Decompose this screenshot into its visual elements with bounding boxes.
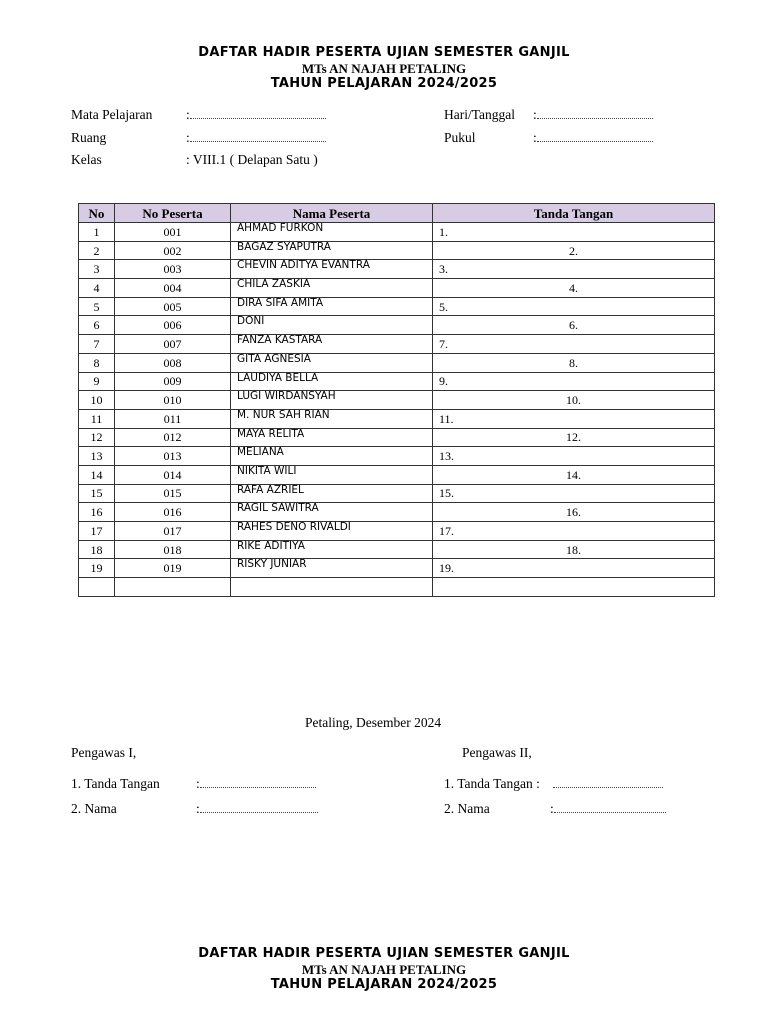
- row-nama-peserta: AHMAD FURKON: [231, 223, 433, 242]
- document-title: DAFTAR HADIR PESERTA UJIAN SEMESTER GANJIL: [198, 45, 570, 60]
- row-no: 6: [79, 316, 115, 335]
- table-row: [79, 578, 715, 597]
- row-no: 19: [79, 559, 115, 578]
- table-row: [79, 559, 715, 578]
- row-no-peserta: 015: [115, 484, 231, 503]
- row-no: 14: [79, 465, 115, 484]
- table-row: [79, 353, 715, 372]
- row-no: 13: [79, 447, 115, 466]
- row-nama-peserta: LAUDIYA BELLA: [231, 372, 433, 391]
- document-title-repeat: DAFTAR HADIR PESERTA UJIAN SEMESTER GANJIL: [198, 946, 570, 961]
- row-no-peserta: 009: [115, 372, 231, 391]
- table-row: [79, 316, 715, 335]
- row-no: 18: [79, 540, 115, 559]
- table-row: [79, 409, 715, 428]
- row-no-peserta: 005: [115, 297, 231, 316]
- row-tanda-tangan[interactable]: 10.: [433, 391, 715, 410]
- table-row: [79, 260, 715, 279]
- row-nama-peserta: MAYA RELITA: [231, 428, 433, 447]
- ruang-label: Ruang: [71, 130, 107, 145]
- table-row: [79, 335, 715, 354]
- kelas-value: : VIII.1 ( Delapan Satu ): [186, 152, 318, 167]
- row-tanda-tangan[interactable]: 19.: [433, 559, 715, 578]
- row-nama-peserta: RAGIL SAWITRA: [231, 503, 433, 522]
- table-row: [79, 372, 715, 391]
- row-no: 4: [79, 279, 115, 298]
- school-name: MTs AN NAJAH PETALING: [301, 61, 467, 76]
- row-no: 2: [79, 241, 115, 260]
- row-no-peserta: 002: [115, 241, 231, 260]
- pengawas-2-nama-field: :: [550, 802, 666, 816]
- row-tanda-tangan[interactable]: 18.: [433, 540, 715, 559]
- row-nama-peserta: CHEVIN ADITYA EVANTRA: [231, 260, 433, 279]
- row-nama-peserta: RAFA AZRIEL: [231, 484, 433, 503]
- school-name-repeat: MTs AN NAJAH PETALING: [301, 962, 467, 977]
- table-row: [79, 522, 715, 541]
- row-no-peserta: 008: [115, 353, 231, 372]
- row-nama-peserta: FANZA KASTARA: [231, 335, 433, 354]
- academic-year: TAHUN PELAJARAN 2024/2025: [270, 76, 498, 91]
- row-tanda-tangan[interactable]: 4.: [433, 279, 715, 298]
- pengawas-1-label: Pengawas I,: [71, 745, 137, 760]
- pengawas-1-tanda-tangan-label: 1. Tanda Tangan: [71, 776, 160, 791]
- row-no: 8: [79, 353, 115, 372]
- ruang-field: :: [186, 131, 326, 145]
- row-no: 7: [79, 335, 115, 354]
- row-no: 11: [79, 409, 115, 428]
- table-row: [79, 391, 715, 410]
- row-tanda-tangan[interactable]: 6.: [433, 316, 715, 335]
- row-tanda-tangan[interactable]: 9.: [433, 372, 715, 391]
- row-nama-peserta: NIKITA WILI: [231, 465, 433, 484]
- row-no: 16: [79, 503, 115, 522]
- table-row: [79, 241, 715, 260]
- pengawas-2-tanda-tangan-field: [553, 777, 663, 791]
- kelas-label: Kelas: [71, 152, 102, 167]
- mata-pelajaran-label: Mata Pelajaran: [71, 107, 153, 122]
- row-tanda-tangan[interactable]: 13.: [433, 447, 715, 466]
- row-tanda-tangan[interactable]: 14.: [433, 465, 715, 484]
- table-row: [79, 297, 715, 316]
- row-tanda-tangan[interactable]: 12.: [433, 428, 715, 447]
- table-row: [79, 484, 715, 503]
- col-header-nama-peserta: Nama Peserta: [231, 204, 433, 223]
- row-tanda-tangan[interactable]: 3.: [433, 260, 715, 279]
- row-nama-peserta: DONI: [231, 316, 433, 335]
- row-tanda-tangan[interactable]: 1.: [433, 223, 715, 242]
- table-row: [79, 540, 715, 559]
- row-no-peserta: 004: [115, 279, 231, 298]
- row-tanda-tangan[interactable]: 2.: [433, 241, 715, 260]
- table-row: [79, 428, 715, 447]
- table-row: [79, 465, 715, 484]
- row-tanda-tangan[interactable]: 15.: [433, 484, 715, 503]
- col-header-tanda-tangan: Tanda Tangan: [433, 204, 715, 223]
- attendance-table: [78, 203, 715, 597]
- row-tanda-tangan[interactable]: 8.: [433, 353, 715, 372]
- pengawas-2-nama-label: 2. Nama: [444, 801, 490, 816]
- pengawas-1-nama-label: 2. Nama: [71, 801, 117, 816]
- row-no-peserta: 011: [115, 409, 231, 428]
- row-no-peserta: 013: [115, 447, 231, 466]
- table-row: [79, 447, 715, 466]
- row-no: 12: [79, 428, 115, 447]
- place-date: Petaling, Desember 2024: [305, 715, 442, 730]
- col-header-no-peserta: No Peserta: [115, 204, 231, 223]
- row-tanda-tangan[interactable]: 17.: [433, 522, 715, 541]
- pengawas-2-label: Pengawas II,: [462, 745, 532, 760]
- row-no: [79, 578, 115, 597]
- row-no: 9: [79, 372, 115, 391]
- row-no-peserta: 014: [115, 465, 231, 484]
- table-row: [79, 503, 715, 522]
- row-nama-peserta: RIKE ADITIYA: [231, 540, 433, 559]
- row-no-peserta: 001: [115, 223, 231, 242]
- row-no: 5: [79, 297, 115, 316]
- row-no: 15: [79, 484, 115, 503]
- table-header-row: [79, 204, 715, 223]
- row-nama-peserta: LUGI WIRDANSYAH: [231, 391, 433, 410]
- row-nama-peserta: DIRA SIFA AMITA: [231, 297, 433, 316]
- row-no-peserta: [115, 578, 231, 597]
- row-tanda-tangan[interactable]: 5.: [433, 297, 715, 316]
- row-nama-peserta: BAGAZ SYAPUTRA: [231, 241, 433, 260]
- pukul-label: Pukul: [444, 130, 476, 145]
- pengawas-1-nama-field: :: [196, 802, 318, 816]
- table-row: [79, 223, 715, 242]
- pukul-field: :: [533, 131, 653, 145]
- hari-tanggal-label: Hari/Tanggal: [444, 107, 516, 122]
- row-no-peserta: 017: [115, 522, 231, 541]
- pengawas-2-tanda-tangan-label: 1. Tanda Tangan :: [444, 776, 540, 791]
- row-no-peserta: 007: [115, 335, 231, 354]
- mata-pelajaran-field: :: [186, 108, 326, 122]
- row-nama-peserta: RISKY JUNIAR: [231, 559, 433, 578]
- row-no-peserta: 016: [115, 503, 231, 522]
- row-tanda-tangan[interactable]: 7.: [433, 335, 715, 354]
- table-row: [79, 279, 715, 298]
- row-no-peserta: 018: [115, 540, 231, 559]
- hari-tanggal-field: :: [533, 108, 653, 122]
- row-no: 10: [79, 391, 115, 410]
- row-nama-peserta: GITA AGNESIA: [231, 353, 433, 372]
- row-nama-peserta: M. NUR SAH RIAN: [231, 409, 433, 428]
- row-no-peserta: 019: [115, 559, 231, 578]
- row-no: 17: [79, 522, 115, 541]
- row-no-peserta: 012: [115, 428, 231, 447]
- pengawas-1-tanda-tangan-field: :: [196, 777, 316, 791]
- col-header-no: No: [79, 204, 115, 223]
- row-no-peserta: 003: [115, 260, 231, 279]
- row-nama-peserta: RAHES DENO RIVALDI: [231, 522, 433, 541]
- row-tanda-tangan[interactable]: [433, 578, 715, 597]
- row-tanda-tangan[interactable]: 11.: [433, 409, 715, 428]
- row-no-peserta: 006: [115, 316, 231, 335]
- row-no: 3: [79, 260, 115, 279]
- row-nama-peserta: MELIANA: [231, 447, 433, 466]
- academic-year-repeat: TAHUN PELAJARAN 2024/2025: [270, 977, 498, 992]
- row-nama-peserta: [231, 578, 433, 597]
- row-no: 1: [79, 223, 115, 242]
- row-nama-peserta: CHILA ZASKIA: [231, 279, 433, 298]
- row-no-peserta: 010: [115, 391, 231, 410]
- row-tanda-tangan[interactable]: 16.: [433, 503, 715, 522]
